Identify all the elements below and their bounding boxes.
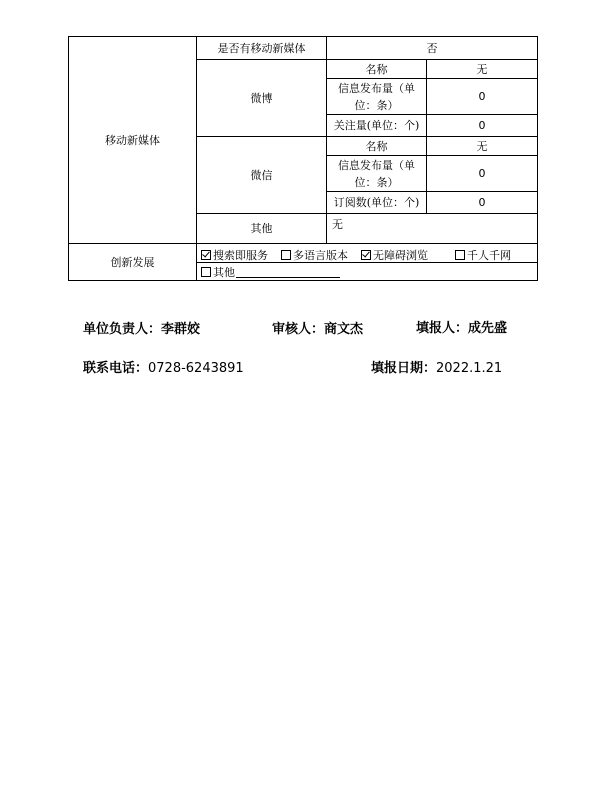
has-media-label [197,37,326,59]
wechat-name-value-text: 无 [476,139,488,153]
category-media-text: 移动新媒体 [105,133,160,147]
wechat-name-label-text: 名称 [365,139,388,153]
filler-label: 填报人： [416,321,469,336]
date-label: 填报日期： [371,361,437,376]
phone-value: 0728-6243891 [148,361,244,376]
other-label [197,214,326,243]
option-label: 千人千网 [467,249,511,262]
weibo-label-text: 微博 [250,91,273,105]
option-accessibility[interactable] [361,247,428,263]
checkbox-checked-icon[interactable] [361,250,371,260]
phone-label: 联系电话： [83,361,149,376]
checkbox-icon[interactable] [281,250,291,260]
checkbox-icon[interactable] [201,267,211,277]
wechat-posts-value-text: 0 [478,167,486,180]
weibo-label [197,60,326,136]
option-label: 无障碍浏览 [373,249,428,262]
weibo-followers-value-text: 0 [478,119,486,132]
reviewer [272,318,363,337]
date-value: 2022.1.21 [436,361,503,376]
weibo-followers-label-text: 关注量(单位：个) [333,119,420,132]
weibo-name-value [427,60,537,78]
weibo-posts-value [427,79,537,114]
filler [416,317,507,336]
wechat-subscribers-value [427,192,537,213]
other-value [332,216,343,232]
other-label-text: 其他 [250,222,273,235]
wechat-subscribers-label-text: 订阅数(单位：个) [333,196,420,209]
category-media-label [69,37,196,243]
wechat-posts-label [330,156,423,191]
wechat-posts-label-text: 信息发布量（单位：条） [338,158,415,189]
weibo-posts-label-text: 信息发布量（单位：条） [338,81,415,112]
wechat-posts-value [427,156,537,191]
reviewer-label: 审核人： [272,322,325,337]
reviewer-name: 商文杰 [324,322,364,337]
weibo-name-label-text: 名称 [365,62,388,76]
other-underline [236,277,340,278]
option-personalized[interactable] [455,247,511,263]
checkbox-checked-icon[interactable] [201,250,211,260]
option-multilingual[interactable] [281,247,348,263]
option-label: 搜索即服务 [213,249,268,262]
option-search-as-service[interactable] [201,247,268,263]
wechat-name-label [327,137,426,155]
filler-name: 成先盛 [468,321,508,336]
wechat-label [197,137,326,213]
weibo-name-value-text: 无 [476,62,488,76]
innovation-label-text: 创新发展 [110,255,155,269]
other-value-text: 无 [332,218,343,231]
option-label: 多语言版本 [293,249,348,262]
checkbox-icon[interactable] [455,250,465,260]
wechat-subscribers-label [327,192,426,213]
weibo-posts-value-text: 0 [478,90,486,103]
has-media-label-text: 是否有移动新媒体 [217,41,306,55]
weibo-posts-label [330,79,423,114]
option-other[interactable] [201,264,235,280]
weibo-name-label [327,60,426,78]
weibo-followers-value [427,115,537,136]
wechat-name-value [427,137,537,155]
has-media-value-text: 否 [426,41,438,55]
innovation-label [69,244,196,280]
weibo-followers-label [327,115,426,136]
wechat-subscribers-value-text: 0 [478,196,486,209]
report-date [371,357,502,376]
responsible-label: 单位负责人： [83,322,162,337]
contact-phone [83,357,244,376]
responsible-name: 李群姣 [161,322,201,337]
option-label: 其他 [213,266,235,279]
has-media-value [327,37,537,59]
responsible-person [83,318,200,337]
wechat-label-text: 微信 [250,168,273,182]
